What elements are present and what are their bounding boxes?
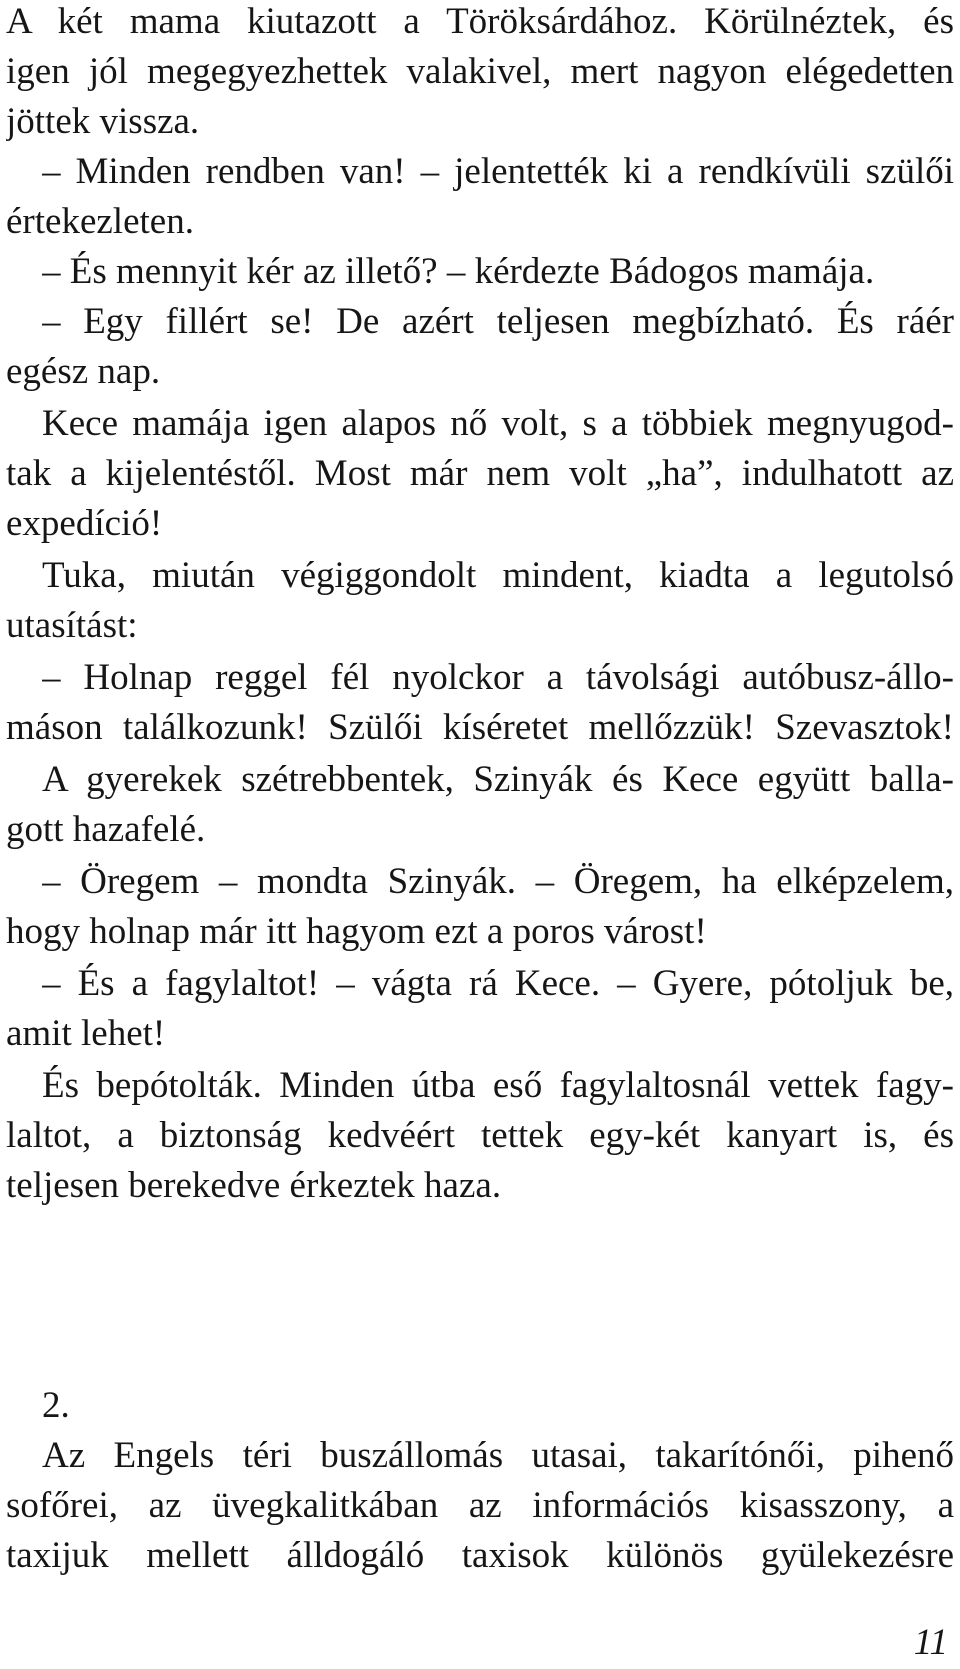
text-line-11: expedíció! — [6, 503, 163, 544]
text-line-13: utasítást: — [6, 605, 138, 646]
text-line-16: A gyerekek szétrebbentek, Szinyák és Kece együtt balla- — [42, 759, 954, 800]
text-line-5: értekezleten. — [6, 201, 194, 242]
section-line-2: sofőrei, az üvegkalitkában az információs kisasszony, a — [6, 1485, 954, 1526]
text-line-7: – Egy fillért se! De azért teljesen megbízható. És ráér — [42, 301, 954, 342]
text-line-15: máson találkozunk! Szülői kíséretet mellőzzük! Szevasztok! — [6, 707, 954, 748]
text-line-10: tak a kijelentéstől. Most már nem volt „ha”, indulhatott az — [6, 453, 954, 494]
section-line-1: Az Engels téri buszállomás utasai, takarítónői, pihenő — [42, 1435, 954, 1476]
text-line-3: jöttek vissza. — [6, 101, 200, 142]
page-number: 11 — [913, 1622, 948, 1663]
text-line-19: hogy holnap már itt hagyom ezt a poros várost! — [6, 911, 707, 952]
text-line-21: amit lehet! — [6, 1013, 166, 1054]
text-line-24: teljesen berekedve érkeztek haza. — [6, 1165, 502, 1206]
text-line-8: egész nap. — [6, 351, 161, 392]
text-line-12: Tuka, miután végiggondolt mindent, kiadta a legutolsó — [42, 555, 954, 596]
text-line-9: Kece mamája igen alapos nő volt, s a többiek megnyugod- — [42, 403, 954, 444]
text-line-23: laltot, a biztonság kedvéért tettek egy-két kanyart is, és — [6, 1115, 954, 1156]
text-line-6: – És mennyit kér az illető? – kérdezte Bádogos mamája. — [42, 251, 875, 292]
text-line-14: – Holnap reggel fél nyolckor a távolsági autóbusz-állo- — [42, 657, 954, 698]
text-line-17: gott hazafelé. — [6, 809, 206, 850]
text-line-2: igen jól megegyezhettek valakivel, mert nagyon elégedetten — [6, 51, 954, 92]
section-number: 2. — [42, 1385, 70, 1426]
section-line-3: taxijuk mellett álldogáló taxisok különös gyülekezésre — [6, 1535, 954, 1576]
text-line-1: A két mama kiutazott a Töröksárdához. Körülnéztek, és — [6, 1, 954, 42]
text-line-20: – És a fagylaltot! – vágta rá Kece. – Gyere, pótoljuk be, — [42, 963, 954, 1004]
text-line-22: És bepótolták. Minden útba eső fagylaltosnál vettek fagy- — [42, 1065, 954, 1106]
text-line-18: – Öregem – mondta Szinyák. – Öregem, ha elképzelem, — [42, 861, 954, 902]
text-line-4: – Minden rendben van! – jelentették ki a rendkívüli szülői — [42, 151, 954, 192]
